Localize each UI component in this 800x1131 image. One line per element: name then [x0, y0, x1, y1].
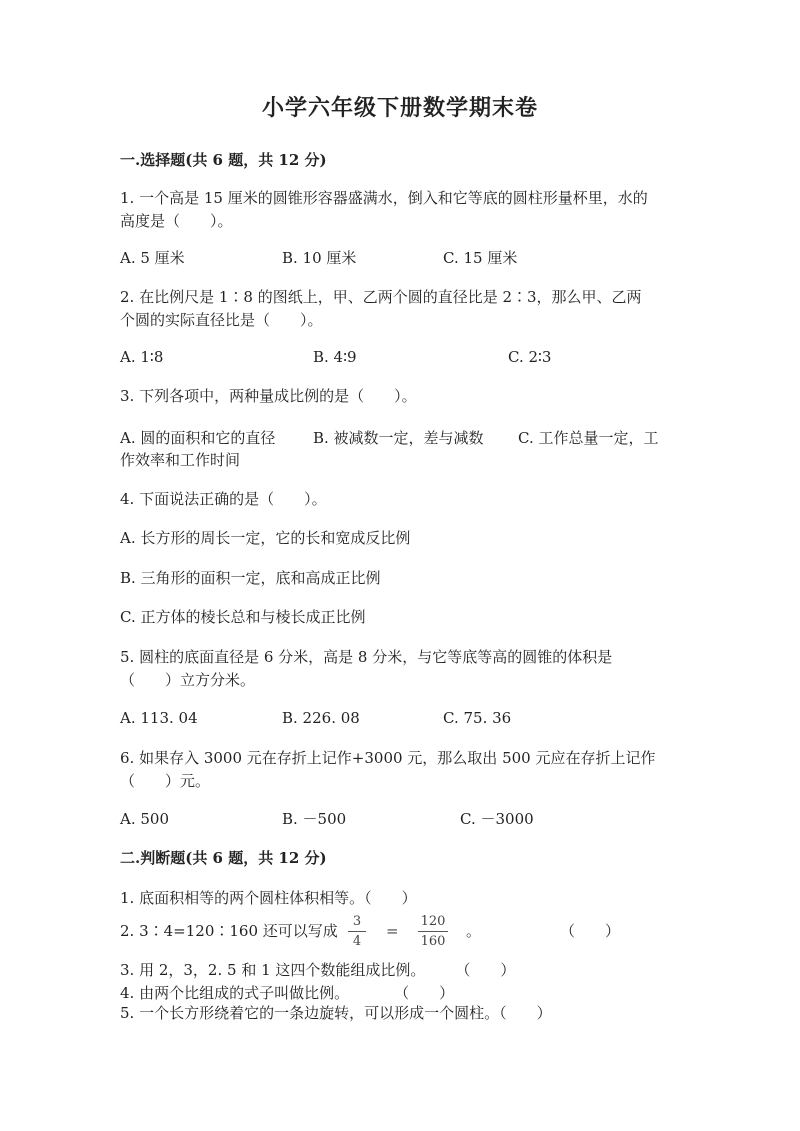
q2-text-line2: 个圆的实际直径比是（ ）。 — [120, 311, 323, 329]
q2-option-a: A. 1∶8 — [120, 348, 164, 366]
q4-option-c: C. 正方体的棱长总和与棱长成正比例 — [120, 608, 366, 626]
fraction-denominator: 160 — [420, 934, 446, 949]
q4-option-b: B. 三角形的面积一定，底和高成正比例 — [120, 569, 381, 587]
q3-option-b: B. 被减数一定，差与减数 — [313, 429, 484, 447]
section-2-heading: 二.判断题(共 6 题，共 12 分) — [120, 849, 327, 867]
q3-option-c: C. 工作总量一定，工 — [518, 429, 659, 447]
fraction-denominator: 4 — [352, 934, 362, 949]
q1-option-c: C. 15 厘米 — [443, 249, 518, 267]
judge-4-text: 4. 由两个比组成的式子叫做比例。 （ ） — [120, 984, 455, 1002]
q6-text-line2: （ ）元。 — [120, 772, 211, 790]
judge-3-text: 3. 用 2，3，2. 5 和 1 这四个数能组成比例。 （ ） — [120, 961, 516, 979]
q2-option-b: B. 4∶9 — [313, 348, 357, 366]
q6-option-c: C. －3000 — [460, 810, 534, 828]
q6-text-line1: 6. 如果存入 3000 元在存折上记作+3000 元，那么取出 500 元应在存折上记作 — [120, 749, 656, 767]
equals-sign: = — [386, 922, 399, 940]
q1-text-line2: 高度是（ ）。 — [120, 212, 233, 230]
fraction-numerator: 3 — [352, 914, 362, 929]
q5-text-line1: 5. 圆柱的底面直径是 6 分米，高是 8 分米，与它等底等高的圆锥的体积是 — [120, 648, 613, 666]
q5-option-c: C. 75. 36 — [443, 709, 512, 727]
judge-1-text: 1. 底面积相等的两个圆柱体积相等。（ ） — [120, 889, 417, 907]
q1-text-line1: 1. 一个高是 15 厘米的圆锥形容器盛满水，倒入和它等底的圆柱形量杯里，水的 — [120, 189, 648, 207]
fraction-bar — [418, 931, 448, 932]
judge-2-answer-paren: （ ） — [560, 922, 621, 940]
q5-text-line2: （ ）立方分米。 — [120, 671, 256, 689]
q2-option-c: C. 2∶3 — [508, 348, 552, 366]
q5-option-a: A. 113. 04 — [120, 709, 198, 727]
judge-2-period: 。 — [466, 922, 482, 940]
q1-option-b: B. 10 厘米 — [282, 249, 357, 267]
fraction-3-4 — [348, 914, 366, 949]
q3-option-a: A. 圆的面积和它的直径 — [120, 429, 276, 447]
q3-text-line1: 3. 下列各项中，两种量成比例的是（ ）。 — [120, 387, 417, 405]
fraction-120-160 — [418, 914, 448, 949]
q6-option-b: B. －500 — [282, 810, 347, 828]
q6-option-a: A. 500 — [120, 810, 169, 828]
q4-option-a: A. 长方形的周长一定，它的长和宽成反比例 — [120, 529, 411, 547]
q4-text-line1: 4. 下面说法正确的是（ ）。 — [120, 490, 327, 508]
q3-option-c-continued: 作效率和工作时间 — [120, 451, 241, 469]
q2-text-line1: 2. 在比例尺是 1∶8 的图纸上，甲、乙两个圆的直径比是 2∶3，那么甲、乙两 — [120, 288, 642, 306]
judge-5-text: 5. 一个长方形绕着它的一条边旋转，可以形成一个圆柱。（ ） — [120, 1004, 552, 1022]
q1-option-a: A. 5 厘米 — [120, 249, 185, 267]
q5-option-b: B. 226. 08 — [282, 709, 360, 727]
judge-2-text: 2. 3∶4=120∶160 还可以写成 — [120, 922, 338, 940]
fraction-bar — [348, 931, 366, 932]
section-1-heading: 一.选择题(共 6 题，共 12 分) — [120, 151, 327, 169]
fraction-numerator: 120 — [420, 914, 446, 929]
page-title: 小学六年级下册数学期末卷 — [261, 95, 538, 121]
